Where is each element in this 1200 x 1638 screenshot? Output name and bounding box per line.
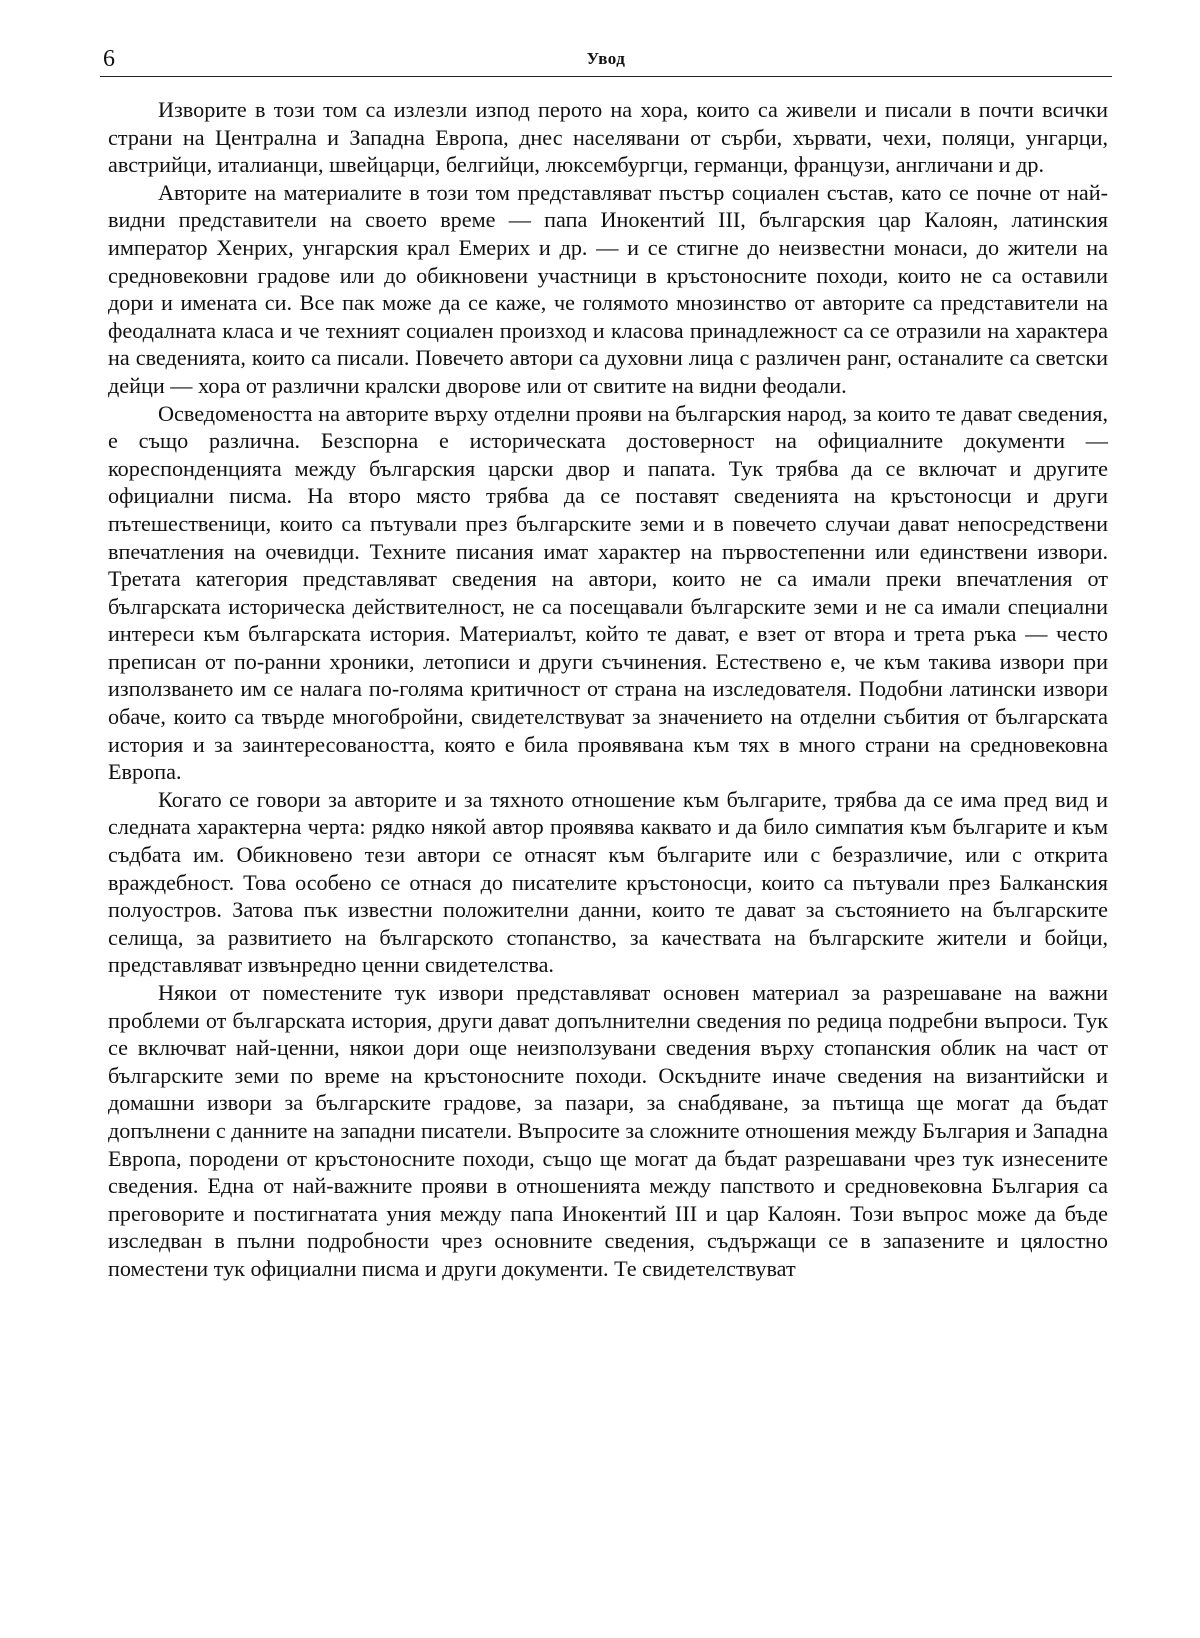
page-header [100,44,1112,74]
paragraph: Авторите на материалите в този том представляват пъстър социален състав, като се почне от най-видни представители на своето време — папа Инокентий III, българския цар Калоян, латинския император Хенрих, унгарския крал Емерих и др. — и се стигне до неизвестни монаси, до жители на средновековни градове или до обикновени участници в кръстоносните походи, които не са оставили дори и имената си. Все пак може да се каже, че голямото мнозинство от авторите са представители на феодалната класа и че техният социален произход и класова принадлежност са се отразили на характера на сведенията, които са писали. Повечето автори са духовни лица с различен ранг, останалите са светски дейци — хора от различни кралски дворове или от свитите на видни феодали. [108,179,1108,398]
page-number: 6 [103,46,115,72]
paragraph: Изворите в този том са излезли изпод перото на хора, които са живели и писали в почти всички страни на Централна и Западна Европа, днес населявани от сърби, хървати, чехи, поляци, унгарци, австрийци, италианци, швейцарци, белгийци, люксембургци, германци, французи, англичани и др. [108,97,1108,178]
header-rule [100,76,1112,77]
paragraph: Когато се говори за авторите и за тяхното отношение към българите, трябва да се има пред вид и следната характерна черта: рядко някой автор проявява каквато и да било симпатия към българите и към съдбата им. Обикновено тези автори се отнасят към българите или с безразличие, или с открита враждебност. Това особено се отнася до писателите кръстоносци, които са пътували през Балканския полуостров. Затова пък известни положителни данни, които те дават за състоянието на българските селища, за развитието на българското стопанство, за качествата на българските жители и бойци, представляват извънредно ценни свидетелства. [108,786,1108,978]
running-head-title: Увод [586,49,626,68]
paragraph: Осведомеността на авторите върху отделни прояви на българския народ, за които те дават сведения, е също различна. Безспорна е историческата достоверност на официалните документи — кореспонденцията между българския царски двор и папата. Тук трябва да се включат и другите официални писма. На второ място трябва да се поставят сведенията на кръстоносци и други пътешественици, които са пътували през българските земи и в повечето случаи дават непосредствени впечатления на очевидци. Техните писания имат характер на първостепенни или единствени извори. Третата категория представляват сведения на автори, които не са имали преки впечатления от българската историческа действителност, не са посещавали българските земи и не са имали специални интереси към българската история. Материалът, който те дават, е взет от втора и трета ръка — често преписан от по-ранни хроники, летописи и други съчинения. Естествено е, че към такива извори при използването им се налага по-голяма критичност от страна на изследователя. Подобни латински извори обаче, които са твърде многобройни, свидетелствуват за значението на отделни събития от българската история и за заинтересоваността, която е била проявявана към тях в много страни на средновековна Европа. [108,400,1108,785]
paragraph: Някои от поместените тук извори представляват основен материал за разрешаване на важни проблеми от българската история, други дават допълнителни сведения по редица подребни въпроси. Тук се включват най-ценни, някои дори още неизползувани сведения върху стопанския облик на част от българските земи по време на кръстоносните походи. Оскъдните иначе сведения на византийски и домашни извори за българските градове, за пазари, за снабдяване, за пътища ще могат да бъдат допълнени с данните на западни писатели. Въпросите за сложните отношения между България и Западна Европа, породени от кръстоносните походи, също ще могат да бъдат разрешавани чрез тук изнесените сведения. Една от най-важните прояви в отношенията между папството и средновековна България са преговорите и постигнатата уния между папа Инокентий III и цар Калоян. Този въпрос може да бъде изследван в пълни подробности чрез основните сведения, съдържащи се в запазените и цялостно поместени тук официални писма и други документи. Те свидетелствуват [108,980,1108,1281]
body-text [108,96,1108,1283]
